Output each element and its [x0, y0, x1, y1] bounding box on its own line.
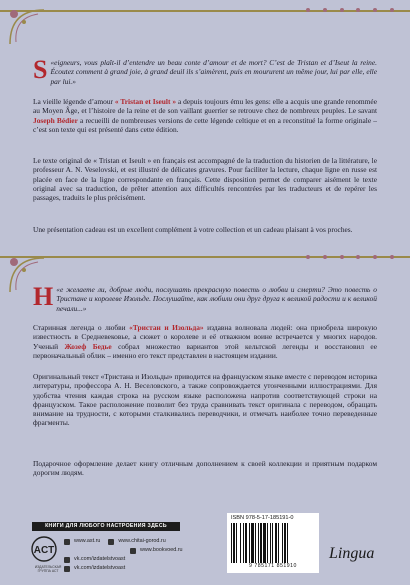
ast-logo-text: ACT [33, 545, 55, 556]
lingua-logo-text: Lingua [329, 545, 375, 562]
globe-icon [130, 548, 136, 554]
russian-author-highlight: Жозеф Бедье [64, 341, 112, 351]
french-p1-text-b: a depuis toujours ému les gens: elle a acquis une grande renommée au Moyen Âge, et l’histoire de la reine et de son vaillant guerrier se retrouve chez de nombreux peuples. Le savant [33, 97, 377, 116]
barcode-bar [288, 523, 290, 563]
russian-paragraph-3: Подарочное оформление делает книгу отличным дополнением к своей коллекции и приятным подарком дорогим людям. [33, 459, 377, 478]
slogan-banner: КНИГИ ДЛЯ ЛЮБОГО НАСТРОЕНИЯ ЗДЕСЬ [32, 522, 180, 531]
isbn-label: ISBN 978-5-17-185191-0 [231, 515, 294, 521]
russian-quote-text: е желаете ли, добрые люди, послушать прекрасную повесть о любви и смерти? Это повесть о Тристане и королеве Изольде. Послушайте, как любили они друг друга к великой радости и к великой печали...» [56, 285, 377, 313]
top-ornament-row [300, 3, 400, 17]
top-left-ornament-icon [4, 4, 48, 48]
link-item[interactable] [64, 546, 194, 555]
russian-open-mark: « [56, 285, 60, 294]
russian-paragraph-2: Оригинальный текст «Тристана и Изольды» приводится на французском языке вместе с переводом историка литературы, профессора А. Н. Веселовского, а также сопровождается утонченными иллюстрациями. Для удобства чтения каждая строка на русском языке расположена напротив соответствующей строки на французском. Такое расположение позволит без труда сравнивать текст оригинала с переводом, обращать внимание на трудности, с которыми сталкивались переводчики, и отмечать наиболее точно переведенные фрагменты. [33, 372, 377, 428]
lingua-logo [329, 545, 389, 567]
vk-icon [64, 566, 70, 572]
russian-title-highlight: «Тристан и Изольда» [129, 323, 204, 332]
link-item[interactable] [64, 555, 194, 564]
russian-opening-quote [33, 282, 377, 313]
globe-icon [64, 539, 70, 545]
french-quote-text: eigneurs, vous plaît-il d’entendre un beau conte d’amour et de mort? C’est de Tristan et d’Iseut la reine. Écoutez comment à grand joie, à grand deuil ils s’aimèrent, puis en moururent un même jour, lui par elle, elle par lui. [50, 58, 377, 86]
french-paragraph-3: Une présentation cadeau est un excellent complément à votre collection et un cadeau plaisant à vos proches. [33, 225, 353, 234]
globe-icon [108, 539, 114, 545]
russian-p1-text-c: собрал множество вариантов этой кельтской легенды и восстановил ее первоначальный облик – именно его текст представлен в настоящем издании. [33, 341, 377, 360]
ast-logo-icon [31, 536, 57, 562]
russian-p1-text-b: издавна волновала людей: она приобрела широкую известность в Средневековье, а сюжет о королеве и её отважном воине встречается у многих народов. Ученый [33, 323, 377, 351]
link-vk-1[interactable]: vk.com/izdatelstvoast [74, 556, 126, 562]
french-title-highlight: « Tristan et Iseult » [114, 97, 177, 106]
french-p1-text-a: La vieille légende d’amour [33, 97, 113, 106]
french-dropcap: S [33, 55, 48, 84]
link-chitai-gorod[interactable]: www.chitai-gorod.ru [118, 538, 166, 544]
link-item[interactable] [64, 564, 194, 573]
russian-paragraph-1 [33, 323, 377, 360]
link-ast[interactable]: www.ast.ru [74, 538, 101, 544]
french-paragraph-2: Le texte original de « Tristan et Iseult » en français est accompagné de la traduction du historien de la littérature, le professeur A. N. Veselovski, et est illustré de délicates gravures. Pour faciliter la lecture, chaque ligne en russe est placée en face de la ligne correspondante en français. Cette disposition permet de comparer aisément le texte original avec sa traduction, de prêter attention aux difficultés rencontrées par les traducteurs et de repérer les passages, traduits le plus précisément. [33, 156, 377, 203]
link-vk-2[interactable]: vk.com/izdatelstvoast [74, 565, 126, 571]
isbn-digits: 9 785171 851910 [249, 563, 297, 569]
barcode-bars [231, 523, 315, 563]
vk-icon [64, 557, 70, 563]
french-open-mark: « [50, 58, 55, 67]
russian-p1-text-a: Старинная легенда о любви [33, 323, 126, 332]
link-item[interactable] [64, 537, 194, 546]
french-paragraph-1 [33, 97, 377, 134]
middle-ornament-row [300, 250, 400, 264]
french-close-mark: » [72, 76, 76, 86]
french-p1-text-c: a recueilli de nombreuses versions de cette légende celtique et en a reconstitué la forme originale – c’est son texte qui est présenté dans cette édition. [33, 115, 377, 134]
isbn-barcode [227, 513, 319, 573]
russian-dropcap: Н [33, 282, 54, 311]
french-author-highlight: Joseph Bédier [33, 115, 78, 125]
web-links [64, 537, 194, 573]
publisher-group-label: ИЗДАТЕЛЬСКАЯ ГРУППА АСТ [34, 565, 62, 573]
french-opening-quote [33, 55, 377, 86]
link-bookvoed[interactable]: www.bookvoed.ru [140, 547, 183, 553]
